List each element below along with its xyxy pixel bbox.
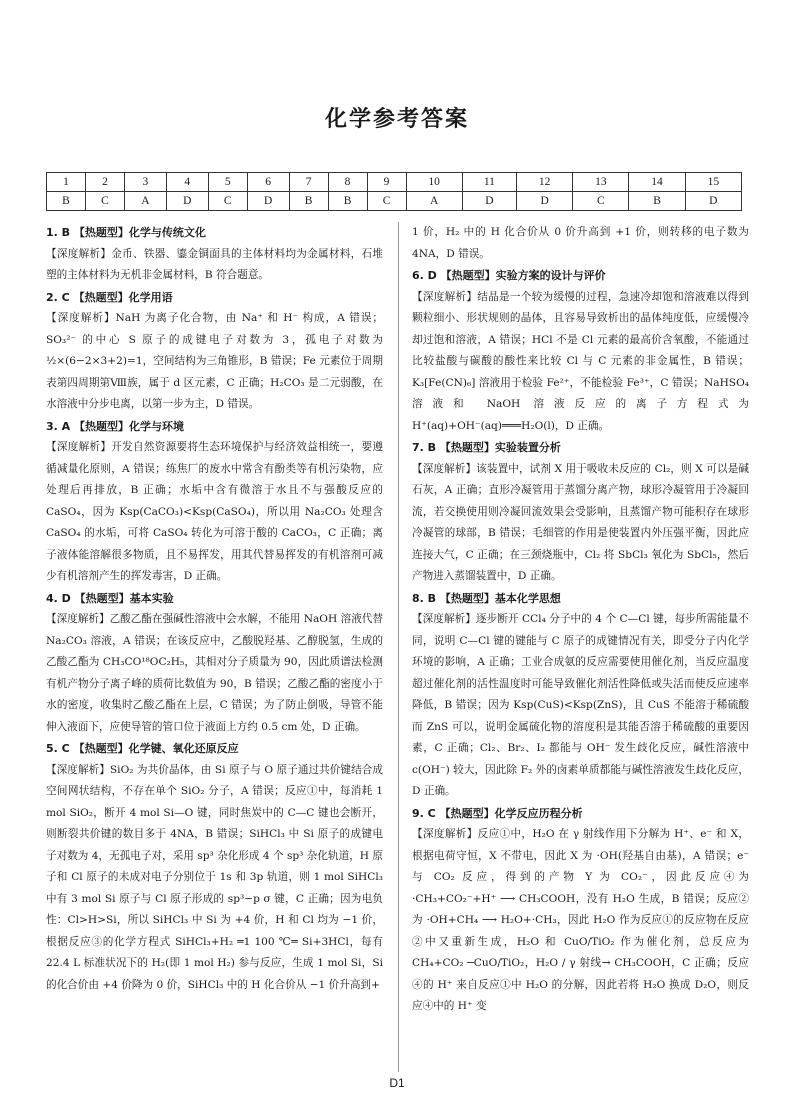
right-column: [412, 222, 749, 1018]
question-header: 1. B 【热题型】化学与传统文化: [46, 226, 206, 239]
answer-explanation: [46, 287, 383, 416]
answer-explanation: [46, 416, 383, 588]
answer-cell: B: [289, 192, 328, 211]
answer-explanation: [412, 803, 749, 1018]
question-header: 5. C 【热题型】化学键、氧化还原反应: [46, 742, 239, 755]
question-header: 9. C 【热题型】化学反应历程分析: [412, 806, 583, 820]
answer-cell: C: [208, 192, 247, 211]
answer-explanation: [412, 222, 749, 265]
answer-cell: B: [328, 192, 367, 211]
question-header: 2. C 【热题型】化学用语: [46, 290, 173, 304]
question-number-cell: 2: [85, 173, 124, 192]
answer-cell: B: [47, 192, 86, 211]
question-number-cell: 4: [166, 173, 208, 192]
explanation-text: 【深度解析】该装置中，试剂 X 用于吸收未反应的 Cl₂，则 X 可以是碱石灰，A 正确；直形冷凝管用于蒸馏分离产物，球形冷凝管用于冷凝回流，若交换使用则冷凝回流效果会受影响，且蒸馏产物可能积存在球形冷凝管的球部，B 错误；毛细管的作用是使装置内外压强平衡，因此应连接大气，C 正确；在三颈烧瓶中，Cl₂ 将 SbCl₃ 氧化为 SbCl₅，然后产物进入蒸馏装置中，D 正确。: [412, 462, 749, 582]
answer-explanation: [412, 588, 749, 803]
answer-cell: D: [247, 192, 289, 211]
question-number-cell: 10: [406, 173, 462, 192]
explanation-text: 【深度解析】开发自然资源要将生态环境保护与经济效益相统一，要遵循减量化原则，A 错误；练焦厂的废水中常含有酚类等有机污染物，应处理后再排放，B 正确；水垢中含有微溶于水且不与强酸反应的 CaSO₄，因为 Ksp(CaCO₃)<Ksp(CaSO₄)，所以用 Na₂CO₃ 处理含 CaSO₄ 的水垢，可将 CaSO₄ 转化为可溶于酸的 CaCO₃，C 正确；离子液体能溶解很多物质，且不易挥发，用其代替易挥发的有机溶剂可减少有机溶剂产生的挥发毒害，D 正确。: [46, 441, 383, 582]
answer-cell: C: [367, 192, 406, 211]
explanation-text: 【深度解析】结晶是一个较为缓慢的过程，急速冷却饱和溶液难以得到颗粒细小、形状规则的晶体，且容易导致析出的晶体纯度低，应缓慢冷却过饱和溶液，A 错误；HCl 不是 Cl 元素的最高价含氧酸，不能通过比较盐酸与碳酸的酸性来比较 Cl 与 C 元素的非金属性，B 错误；K₃[Fe(CN)₆] 溶液用于检验 Fe²⁺，不能检验 Fe³⁺，C 错误；NaHSO₄ 溶液和 NaOH 溶液反应的离子方程式为 H⁺(aq)+OH⁻(aq)═══H₂O(l)，D 正确。: [412, 290, 749, 432]
question-number-cell: 5: [208, 173, 247, 192]
question-header: 3. A 【热题型】化学与环境: [46, 419, 185, 433]
answer-explanation: [46, 222, 383, 287]
question-number-cell: 9: [367, 173, 406, 192]
explanation-text: 【深度解析】SiO₂ 为共价晶体，由 Si 原子与 O 原子通过共价键结合成空间网状结构，不存在单个 SiO₂ 分子，A 错误；反应①中，每消耗 1 mol SiO₂，断开 4 mol Si—O 键，同时焦炭中的 C—C 键也会断开，则断裂共价键的数目多于 4NA，B 错误；SiHCl₃ 中 Si 原子的成键电子对数为 4，无孤电子对，采用 sp³ 杂化形成 4 个 sp³ 杂化轨道，H 原子和 Cl 原子的未成对电子分别位于 1s 和 3p 轨道，则 1 mol SiHCl₃ 中有 3 mol Si 原子与 Cl 原子形成的 sp³−p σ 键，C 正确；因为电负性：Cl>H>Si，所以 SiHCl₃ 中 Si 为 +4 价，H 和 Cl 均为 −1 价，根据反应③的化学方程式 SiHCl₃+H₂ ═1 100 ℃═ Si+3HCl，每有 22.4 L 标准状况下的 H₂(即 1 mol H₂) 参与反应，生成 1 mol Si，Si 的化合价由 +4 价降为 0 价，SiHCl₃ 中的 H 化合价从 −1 价升高到+: [46, 763, 383, 991]
question-number-cell: 8: [328, 173, 367, 192]
question-header: 8. B 【热题型】基本化学思想: [412, 591, 561, 605]
question-number-cell: 3: [124, 173, 166, 192]
answer-table-answer-row: [47, 192, 742, 211]
question-header: 7. B 【热题型】实验装置分析: [412, 441, 561, 454]
answer-cell: D: [462, 192, 516, 211]
answer-cell: D: [685, 192, 741, 211]
left-column: [46, 222, 383, 996]
answer-explanation: [46, 588, 383, 739]
question-number-cell: 1: [47, 173, 86, 192]
question-number-cell: 11: [462, 173, 516, 192]
explanation-text: 【深度解析】乙酸乙酯在强碱性溶液中会水解，不能用 NaOH 溶液代替 Na₂CO₃ 溶液，A 错误；在该反应中，乙酸脱羟基、乙醇脱氢，生成的乙酸乙酯为 CH₃CO¹⁸OC₂H₅，其相对分子质量为 90，因此质谱法检测有机产物分子离子峰的质荷比数值为 90，B 错误；乙酸乙酯的密度小于水的密度，收集时乙酸乙酯在上层，C 错误；为了防止倒吸，导管不能伸入液面下，应使导管的管口位于液面上方约 0.5 cm 处，D 正确。: [46, 613, 383, 733]
answer-cell: D: [517, 192, 573, 211]
answer-cell: C: [573, 192, 629, 211]
answer-table-number-row: [47, 173, 742, 192]
question-header: 4. D 【热题型】基本实验: [46, 591, 174, 605]
answer-table: [46, 172, 742, 211]
answer-explanation: [46, 738, 383, 996]
explanation-text: 【深度解析】反应①中，H₂O 在 γ 射线作用下分解为 H⁺、e⁻ 和 X，根据电荷守恒，X 不带电，因此 X 为 ·OH(羟基自由基)，A 错误；e⁻ 与 CO₂ 反应，得到的产物 Y 为 CO₂⁻，因此反应④为 ·CH₃+CO₂⁻+H⁺ ⟶ CH₃COOH，没有 H₂O 生成，B 错误；反应②为 ·OH+CH₄ ⟶ H₂O+·CH₃，因此 H₂O 作为反应①的反应物在反应②中又重新生成，H₂O 和 CuO/TiO₂ 作为催化剂，总反应为 CH₄+CO₂ ─CuO/TiO₂，H₂O / γ 射线→ CH₃COOH，C 正确；反应④的 H⁺ 来自反应①中 H₂O 的分解，因此若将 H₂O 换成 D₂O，则反应④中的 H⁺ 变: [412, 828, 749, 1012]
answer-explanation: [412, 437, 749, 588]
explanation-text: 1 价，H₂ 中的 H 化合价从 0 价升高到 +1 价，则转移的电子数为 4NA，D 错误。: [412, 226, 749, 260]
page-title: 化学参考答案: [324, 107, 469, 132]
question-number-cell: 7: [289, 173, 328, 192]
answer-cell: D: [166, 192, 208, 211]
question-number-cell: 13: [573, 173, 629, 192]
explanation-text: 【深度解析】逐步断开 CCl₄ 分子中的 4 个 C—Cl 键，每步所需能量不同，说明 C—Cl 键的键能与 C 原子的成键情况有关，即受分子内化学环境的影响，A 正确；工业合成氨的反应需要使用催化剂，当反应温度超过催化剂的活性温度时可能导致催化剂活性降低或失活而使反应速率降低，B 错误；因为 Ksp(CuS)<Ksp(ZnS)，且 CuS 不能溶于稀硫酸而 ZnS 可以，说明金属硫化物的溶度积是其能否溶于稀硫酸的重要因素，C 正确；Cl₂、Br₂、I₂ 都能与 OH⁻ 发生歧化反应，碱性溶液中 c(OH⁻) 较大，因此除 F₂ 外的卤素单质都能与碱性溶液发生歧化反应，D 正确。: [412, 613, 749, 797]
question-number-cell: 6: [247, 173, 289, 192]
answer-cell: A: [406, 192, 462, 211]
question-number-cell: 14: [629, 173, 685, 192]
answer-cell: C: [85, 192, 124, 211]
question-number-cell: 12: [517, 173, 573, 192]
question-number-cell: 15: [685, 173, 741, 192]
question-header: 6. D 【热题型】实验方案的设计与评价: [412, 269, 606, 282]
answer-cell: A: [124, 192, 166, 211]
answer-explanation: [412, 265, 749, 437]
explanation-text: 【深度解析】金币、铁器、鎏金铜面具的主体材料均为金属材料，石堆塑的主体材料为无机非金属材料，B 符合题意。: [46, 247, 383, 281]
page-number: D1: [389, 1076, 405, 1090]
column-divider: [398, 222, 399, 1072]
answer-cell: B: [629, 192, 685, 211]
explanation-text: 【深度解析】NaH 为离子化合物，由 Na⁺ 和 H⁻ 构成，A 错误；SO₃²⁻ 的中心 S 原子的成键电子对数为 3，孤电子对数为 ½×(6−2×3+2)=1，空间结构为三角锥形，B 错误；Fe 元素位于周期表第四周期第Ⅷ族，属于 d 区元素，C 正确；H₂CO₃ 是二元弱酸，在水溶液中分步电离，以第一步为主，D 错误。: [46, 312, 383, 410]
